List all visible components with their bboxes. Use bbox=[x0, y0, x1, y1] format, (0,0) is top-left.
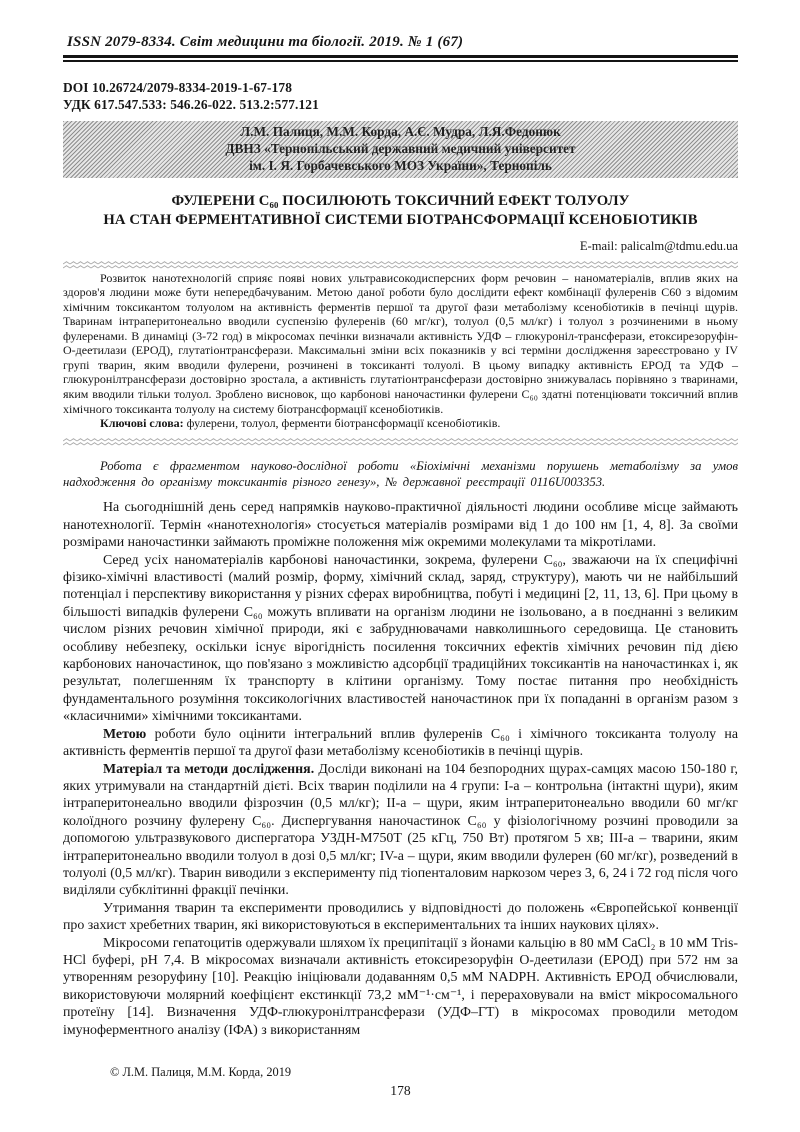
paragraph-text: Серед усіх наноматеріалів карбонові наночастинки, зокрема, фулерени С₆₀, зважаючи на їх специфічні фізико-хімічні властивості (малий розмір, форму, хімічний склад, заряд, структуру), мають чи не найбільший потенціал і перспективу використання у різних сферах виробництва, побуті і медицині [2, 11, 13, 6]. При цьому в більшості випадків фулерени С₆₀ можуть впливати на організм людини не ізольовано, а в поєднанні з великим числом різних речовин хімічної природи, які є забруднювачами навколишнього середовища. Це становить особливу небезпеку, оскільки існує вірогідність посилення токсичних ефектів хімічних речовин під дією карбонових наночастинок, що пов'язано з можливістю адсорбції традиційних токсикантів на наночастинках і, як результат, полегшенням їх транспорту в клітини організму. Тому постає питання про необхідність фундаментального розуміння токсикологічних властивостей наночастинок при їх попаданні в організм разом з «класичними» хімічними токсикантами. bbox=[63, 552, 738, 725]
keywords-line bbox=[63, 416, 738, 431]
affiliation-line-1: ДВНЗ «Тернопільський державний медичний університет bbox=[225, 140, 576, 156]
wavy-separator-top bbox=[63, 261, 738, 269]
header-double-rule bbox=[63, 55, 738, 66]
page-number: 178 bbox=[390, 1083, 411, 1098]
paragraph-text: Мікросоми гепатоцитів одержували шляхом їх преципітації з йонами кальцію в 80 мМ CaCl₂ в 10 мМ Tris-HCl буфері, pH 7,4. В мікросомах визначали активність етоксирезоруфін О-деетилази (ЕРОД) при 572 нм за утворенням резоруфину [10]. Реакцію ініціювали додаванням 0,5 мМ NADPH. Активність ЕРОД обчислювали, використовуючи молярний коефіцієнт екстинкції 73,2 мМ⁻¹·см⁻¹, і перераховували на вміст мікросомального протеїну [14]. Визначення УДФ-глюкуронілтрансферази (УДФ–ГТ) в мікросомах проводили методом імуноферментного аналізу (ІФА) з використанням bbox=[63, 935, 738, 1038]
body-paragraph bbox=[63, 552, 738, 726]
journal-issn-header: ISSN 2079-8334. Світ медицини та біології. 2019. № 1 (67) bbox=[67, 34, 464, 50]
paragraph-text: Досліди виконані на 104 безпородних щурах-самцях масою 150-180 г, яких утримували на стандартній дієті. Всіх тварин поділили на 4 групи: I-а – контрольна (інтактні щури), яким інтраперитонеально вводили фізрозчин (0,5 мл/кг); II-а – щури, яким інтраперитонеально вводили 60 мг/кг колоїдного розчину фулерену С₆₀. Диспергування наночастинок С₆₀ у фізіологічному розчині проводили за допомогою ультразвукового диспергатора УЗДН-М750Т (25 кГц, 750 Вт) протягом 5 хв; III-а – тварини, яким інтраперитонеально вводили толуол в дозі 0,5 мл/кг; IV-а – щури, яким вводили фулерен (60 мг/кг), розведений в толуолі (0,5 мл/кг). Тварин виводили з експерименту під тіопенталовим наркозом через 3, 6, 24 і 72 год після чого виділяли субклітинні фракції печінки. bbox=[63, 761, 738, 899]
keywords-label: Ключові слова: bbox=[100, 416, 184, 431]
keywords-text: фулерени, толуол, ферменти біотрансформації ксенобіотиків. bbox=[183, 416, 501, 431]
paragraph-lead: Метою bbox=[103, 726, 147, 742]
body-paragraph bbox=[63, 900, 738, 935]
paragraph-text: Утримання тварин та експерименти проводились у відповідності до положень «Європейської конвенції про захист хребетних тварин, які використовуються в експериментальних та інших наукових цілях». bbox=[63, 900, 738, 934]
zigzag-pattern-fill bbox=[63, 438, 738, 446]
copyright-line: © Л.М. Палиця, М.М. Корда, 2019 bbox=[110, 1065, 292, 1079]
paragraph-lead: Матеріал та методи дослідження. bbox=[103, 761, 315, 777]
authors-affiliation-band bbox=[63, 121, 738, 178]
wavy-separator-bottom bbox=[63, 438, 738, 446]
article-title-line-1: ФУЛЕРЕНИ С₆₀ ПОСИЛЮЮТЬ ТОКСИЧНИЙ ЕФЕКТ ТОЛУОЛУ bbox=[171, 193, 630, 210]
article-meta bbox=[63, 80, 738, 113]
article-title bbox=[63, 192, 738, 229]
email-line: E-mail: palicalm@tdmu.edu.ua bbox=[579, 238, 738, 253]
paragraph-text: роботи було оцінити інтегральний вплив фулеренів С₆₀ і хімічного токсиканта толуолу на активність ферментів першої та другої фази метаболізму ксенобіотиків в печінці щурів. bbox=[63, 726, 738, 760]
affiliation-line-2: ім. І. Я. Горбачевського МОЗ України», Тернопіль bbox=[249, 157, 552, 173]
research-note-text: Робота є фрагментом науково-дослідної роботи «Біохімічні механізми порушень метаболізму за умов надходження до організму токсикантів різного генезу», № державної реєстрації 0116U003353. bbox=[63, 458, 738, 489]
body-paragraph bbox=[63, 499, 738, 551]
body-paragraph bbox=[63, 726, 738, 761]
article-body bbox=[63, 499, 738, 1039]
zigzag-pattern-fill bbox=[63, 261, 738, 269]
body-paragraph bbox=[63, 935, 738, 1039]
udc-line: УДК 617.547.533: 546.26-022. 513.2:577.121 bbox=[63, 96, 319, 112]
abstract-section bbox=[63, 271, 738, 431]
article-title-line-2: НА СТАН ФЕРМЕНТАТИВНОЇ СИСТЕМИ БІОТРАНСФОРМАЦІЇ КСЕНОБІОТИКІВ bbox=[103, 211, 698, 228]
doi-line: DOI 10.26724/2079-8334-2019-1-67-178 bbox=[63, 80, 292, 95]
paragraph-text: На сьогоднішній день серед напрямків науково-практичної діяльності людини особливе місце займають нанотехнології. Термін «нанотехнологія» стосується матеріалів розмірами від 1 до 100 нм [1, 4, 8]. За своїми розмірами наночастинки займають проміжне положення між окремими молекулами та мікротілами. bbox=[63, 500, 738, 551]
authors-line: Л.М. Палиця, М.М. Корда, А.Є. Мудра, Л.Я.Федонюк bbox=[240, 124, 561, 139]
page-footer bbox=[63, 1065, 738, 1099]
body-paragraph bbox=[63, 761, 738, 900]
research-note bbox=[63, 459, 738, 491]
abstract-text: Розвиток нанотехнологій сприяє появі нових ультрависокодисперсних форм речовин – наноматеріалів, вплив яких на здоров'я людини може бути непередбачуваним. Метою даної роботи було дослідити ефект комбінації фулеренів С60 з відомим хімічним токсикантом толуолом на активність ферментів першої та другої фази метаболізму ксенобіотиків в печінці щурів. Тваринам інтраперитонеально вводили суспензію фулеренів (60 мг/кг), толуол (0,5 мл/кг) і толуол з розчиненими в ньому фулеренами. В динаміці (3-72 год) в мікросомах печінки визначали активність УДФ – глюкуроніл-трансферази, етоксирезоруфін-О-деетилази (ЕРОД), глутатіонтрансферази. Максимальні зміни всіх показників у всі терміни дослідження зареєстровано у IV групі тварин, яким вводили фулерени, розчинені в токсиканті толуолі. В цьому випадку активність ЕРОД та УДФ – глюкуронілтрансферази достовірно зростала, а активність глутатіонтрансферази достовірно знижувалась порівняно з тваринами, яким вводили тільки толуол. Зроблено висновок, що карбонові наночастинки фулерени С₆₀ здатні потенціювати токсичний вплив хімічного токсиканта толуолу на систему біотрансформації ксенобіотиків. bbox=[63, 270, 738, 416]
